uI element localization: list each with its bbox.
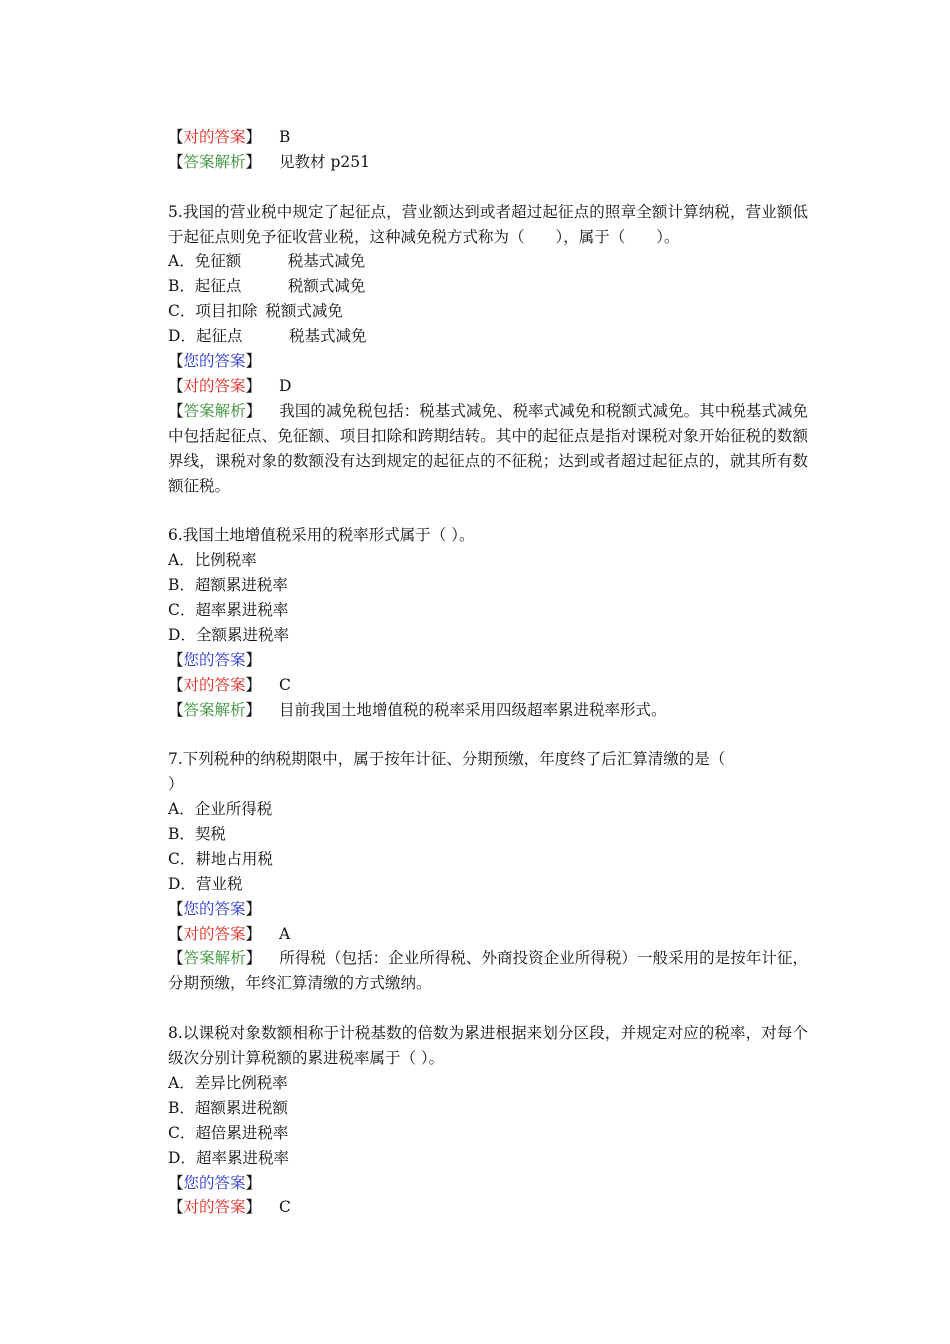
question-5-text: 5.我国的营业税中规定了起征点，营业额达到或者超过起征点的照章全额计算纳税，营业额低于起征点则免予征收营业税，这种减免税方式称为（ ），属于（ ）。 (168, 202, 808, 246)
q7-your-answer-row: 【您的答案】 (168, 899, 262, 918)
q5-option-c: C．项目扣除 税额式减免 (168, 302, 343, 321)
analysis-text: 我国的减免税包括：税基式减免、税率式减免和税额式减免。其中税基式减免中包括起征点、免征额、项目扣除和跨期结转。其中的起征点是指对课税对象开始征税的数额界线，课税对象的数额没有达到规定的起征点的不征税；达到或者超过起征点的，就其所有数额征税。 (168, 401, 808, 495)
analysis-label: 答案解析 (183, 700, 246, 719)
q8-correct-answer-row: 【对的答案】 C (168, 1195, 808, 1220)
question-6-text: 6.我国土地增值税采用的税率形式属于（ ）。 (168, 526, 475, 545)
analysis-label: 答案解析 (183, 401, 246, 420)
q7-option-d: D．营业税 (168, 874, 243, 893)
analysis-label: 答案解析 (183, 152, 246, 171)
q7-analysis-row: 【答案解析】 所得税（包括：企业所得税、外商投资企业所得税）一般采用的是按年计征，分期预缴，年终汇算清缴的方式缴纳。 (168, 949, 808, 993)
analysis-row: 【答案解析】 见教材 p251 (168, 150, 808, 175)
question-7-text-line2: ） (168, 775, 184, 794)
spacer (168, 175, 808, 200)
q6-option-a: A．比例税率 (168, 551, 257, 570)
q8-your-answer-row: 【您的答案】 (168, 1173, 262, 1192)
q5-option-b: B．起征点 税额式减免 (168, 277, 366, 296)
q6-correct-answer-row: 【对的答案】 C (168, 673, 808, 698)
correct-answer-value: C (279, 1198, 291, 1217)
question-7-text-line1: 7.下列税种的纳税期限中，属于按年计征、分期预缴，年度终了后汇算清缴的是（ (168, 750, 726, 769)
q7-correct-answer-row: 【对的答案】 A (168, 922, 808, 947)
spacer (168, 722, 808, 747)
analysis-text: 见教材 p251 (279, 152, 370, 171)
q6-option-b: B．超额累进税率 (168, 576, 288, 595)
q5-option-d: D．起征点 税基式减免 (168, 327, 367, 346)
q6-option-d: D．全额累进税率 (168, 625, 289, 644)
q7-option-a: A．企业所得税 (168, 800, 273, 819)
analysis-text: 目前我国土地增值税的税率采用四级超率累进税率形式。 (279, 700, 667, 719)
correct-answer-label: 对的答案 (183, 376, 246, 395)
correct-answer-label: 对的答案 (183, 1198, 246, 1217)
q6-option-c: C．超率累进税率 (168, 601, 289, 620)
q5-correct-answer-row: 【对的答案】 D (168, 374, 808, 399)
correct-answer-value: B (279, 128, 291, 146)
question-8-text: 8.以课税对象数额相称于计税基数的倍数为累进根据来划分区段，并规定对应的税率，对每个级次分别计算税额的累进税率属于（ ）。 (168, 1024, 808, 1068)
analysis-text: 所得税（包括：企业所得税、外商投资企业所得税）一般采用的是按年计征，分期预缴，年终汇算清缴的方式缴纳。 (168, 949, 808, 993)
spacer (168, 498, 808, 523)
q8-option-c: C．超倍累进税率 (168, 1123, 289, 1142)
correct-answer-label: 对的答案 (183, 128, 246, 146)
q5-your-answer-row: 【您的答案】 (168, 352, 262, 371)
q6-your-answer-row: 【您的答案】 (168, 650, 262, 669)
q8-option-d: D．超率累进税率 (168, 1148, 289, 1167)
analysis-label: 答案解析 (183, 949, 246, 968)
correct-answer-label: 对的答案 (183, 675, 246, 694)
document-content (168, 125, 808, 1220)
spacer (168, 996, 808, 1021)
q7-option-b: B．契税 (168, 825, 226, 844)
q8-option-a: A．差异比例税率 (168, 1074, 288, 1092)
correct-answer-value: C (279, 675, 291, 694)
your-answer-label: 您的答案 (183, 352, 246, 371)
q5-option-a: A．免征额 税基式减免 (168, 252, 366, 271)
your-answer-label: 您的答案 (183, 1173, 246, 1192)
q6-analysis-row: 【答案解析】 目前我国土地增值税的税率采用四级超率累进税率形式。 (168, 698, 808, 723)
correct-answer-label: 对的答案 (183, 924, 246, 943)
your-answer-label: 您的答案 (183, 899, 246, 918)
correct-answer-value: D (279, 376, 292, 395)
q8-option-b: B．超额累进税额 (168, 1098, 288, 1117)
q7-option-c: C．耕地占用税 (168, 849, 273, 868)
q5-analysis-row: 【答案解析】 我国的减免税包括：税基式减免、税率式减免和税额式减免。其中税基式减免中包括起征点、免征额、项目扣除和跨期结转。其中的起征点是指对课税对象开始征税的数额界线，课税对象的数额没有达到规定的起征点的不征税；达到或者超过起征点的，就其所有数额征税。 (168, 401, 808, 495)
your-answer-label: 您的答案 (183, 650, 246, 669)
correct-answer-row: 【对的答案】 B (168, 125, 808, 150)
correct-answer-value: A (279, 924, 291, 943)
